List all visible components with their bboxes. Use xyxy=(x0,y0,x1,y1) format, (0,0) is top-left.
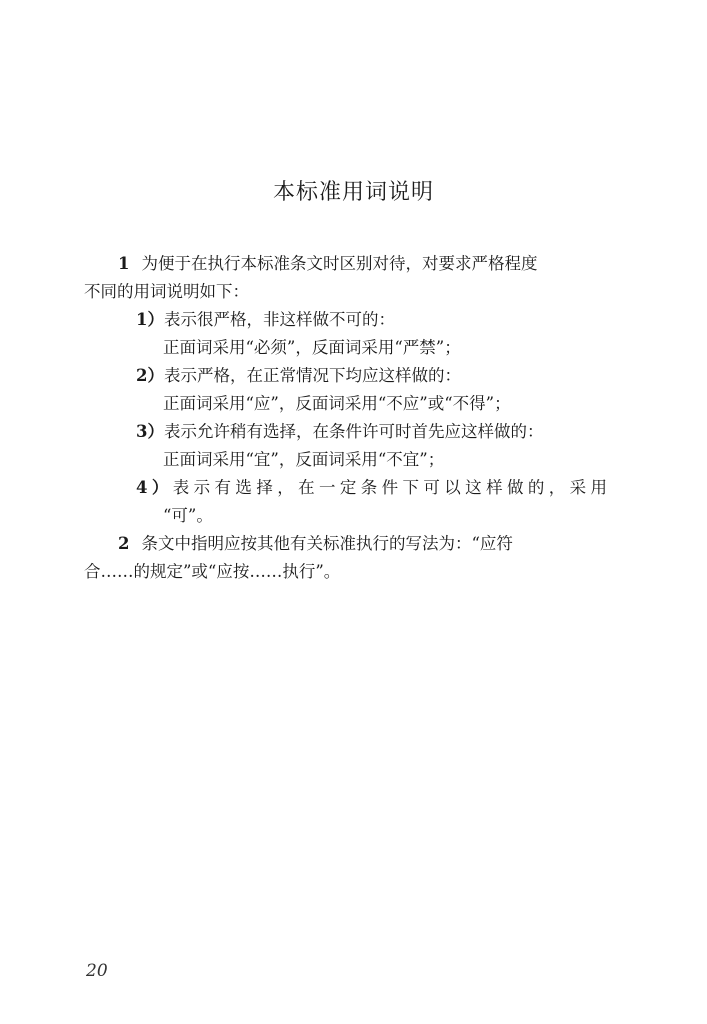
page-title: 本标准用词说明 xyxy=(272,180,434,205)
clause-2-line-2: 合……的规定”或“应按……执行”。 xyxy=(84,562,341,581)
item-1 xyxy=(136,308,395,332)
page-number: 20 xyxy=(86,961,108,981)
item-3-detail: 正面词采用“宜”，反面词采用“不宜”； xyxy=(163,450,445,469)
clause-2-line-1 xyxy=(118,532,513,556)
clause-1-line-1 xyxy=(118,252,537,276)
item-4-text: 表示有选择，在一定条件下可以这样做的，采用 xyxy=(172,478,608,497)
item-4-number: 4） xyxy=(136,478,173,497)
item-2-number: 2） xyxy=(136,366,164,385)
item-1-text: 表示很严格，非这样做不可的： xyxy=(163,310,395,329)
item-2-text: 表示严格，在正常情况下均应这样做的： xyxy=(163,366,461,385)
clause-2-number: 2 xyxy=(118,534,130,553)
item-4 xyxy=(136,476,607,500)
item-3-text: 表示允许稍有选择，在条件许可时首先应这样做的： xyxy=(163,422,544,441)
clause-2-text-line-1: 条文中指明应按其他有关标准执行的写法为：“应符 xyxy=(141,534,513,553)
item-4-detail: “可”。 xyxy=(163,506,213,525)
clause-1-line-2: 不同的用词说明如下： xyxy=(84,282,249,301)
item-2 xyxy=(136,364,461,388)
item-1-number: 1） xyxy=(136,310,164,329)
item-3-number: 3） xyxy=(136,422,164,441)
item-3 xyxy=(136,420,543,444)
item-2-detail: 正面词采用“应”，反面词采用“不应”或“不得”； xyxy=(163,394,511,413)
clause-1-number: 1 xyxy=(118,254,130,273)
item-1-detail: 正面词采用“必须”，反面词采用“严禁”； xyxy=(163,338,461,357)
clause-1-text-line-1: 为便于在执行本标准条文时区别对待，对要求严格程度 xyxy=(141,254,538,273)
